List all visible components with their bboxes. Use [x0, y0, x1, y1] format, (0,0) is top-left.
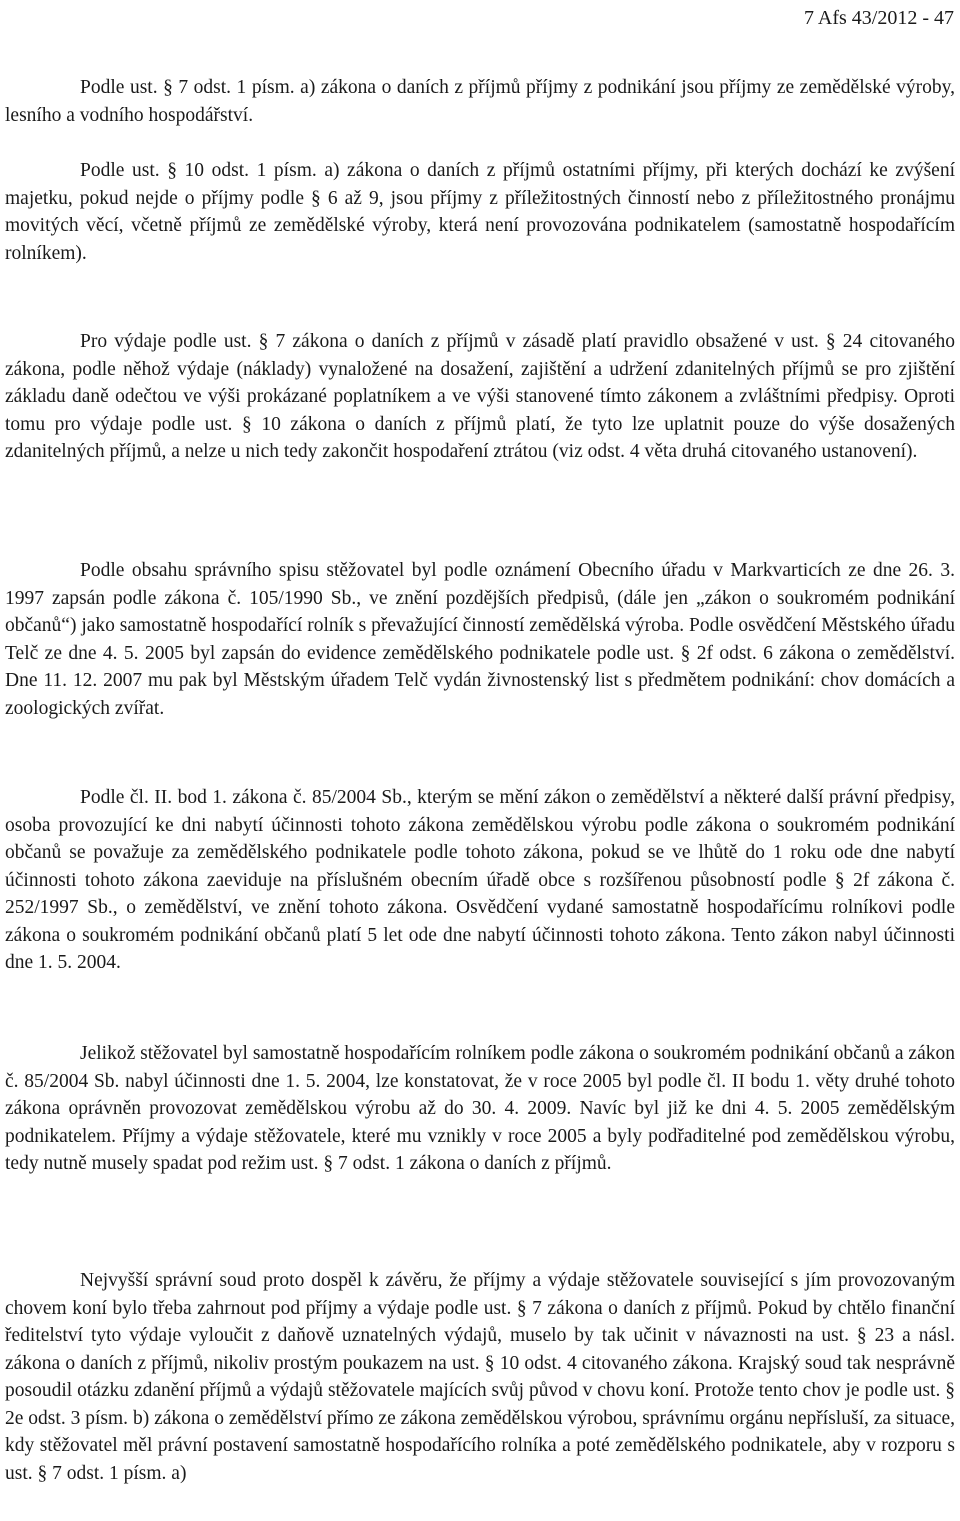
paragraph-2: Podle ust. § 10 odst. 1 písm. a) zákona o daních z příjmů ostatními příjmy, při kterých dochází ke zvýšení majetku, pokud nejde o příjmy podle § 6 až 9, jsou příjmy z příležitostných činností nebo z příležitostného pronájmu movitých věcí, včetně příjmů ze zemědělské výroby, která není provozována podnikatelem (samostatně hospodařícím rolníkem). — [5, 160, 955, 264]
paragraph-5: Podle čl. II. bod 1. zákona č. 85/2004 Sb., kterým se mění zákon o zemědělství a některé další právní předpisy, osoba provozující ke dni nabytí účinnosti tohoto zákona zemědělskou výrobu podle zákona o soukromém podnikání občanů se považuje za zemědělského podnikatele podle tohoto zákona, pokud se ve lhůtě do 1 roku ode dne nabytí účinnosti tohoto zákona zaeviduje na příslušném obecním úřadě obce s rozšířenou působností podle § 2f zákona č. 252/1997 Sb., o zemědělství, ve znění tohoto zákona. Osvědčení vydané samostatně hospodařícímu rolníkovi podle zákona o soukromém podnikání občanů platí 5 let ode dne nabytí účinnosti tohoto zákona. Tento zákon nabyl účinnosti dne 1. 5. 2004. — [5, 787, 955, 973]
paragraph-6: Jelikož stěžovatel byl samostatně hospodařícím rolníkem podle zákona o soukromém podnikání občanů a zákon č. 85/2004 Sb. nabyl účinnosti dne 1. 5. 2004, lze konstatovat, že v roce 2005 byl podle čl. II bodu 1. věty druhé tohoto zákona oprávněn provozovat zemědělskou výrobu až do 30. 4. 2009. Navíc byl již ke dni 4. 5. 2005 zemědělským podnikatelem. Příjmy a výdaje stěžovatele, které mu vznikly v roce 2005 a byly podřaditelné pod zemědělskou výrobu, tedy nutně musely spadat pod režim ust. § 7 odst. 1 zákona o daních z příjmů. — [5, 1043, 955, 1174]
paragraph-7: Nejvyšší správní soud proto dospěl k závěru, že příjmy a výdaje stěžovatele související s jím provozovaným chovem koní bylo třeba zahrnout pod příjmy a výdaje podle ust. § 7 zákona o daních z příjmů. Pokud by chtělo finanční ředitelství tyto výdaje vyloučit z daňově uznatelných výdajů, muselo by tak učinit v návaznosti na ust. § 23 a násl. zákona o daních z příjmů, nikoliv prostým poukazem na ust. § 10 odst. 4 citovaného zákona. Krajský soud tak nesprávně posoudil otázku zdanění příjmů a výdajů stěžovatele majících svůj původ v chovu koní. Protože tento chov je podle ust. § 2e odst. 3 písm. b) zákona o zemědělství přímo ze zákona zemědělskou výrobou, správnímu orgánu nepřísluší, za situace, kdy stěžovatel měl právní postavení samostatně hospodařícího rolníka a poté zemědělského podnikatele, aby v rozporu s ust. § 7 odst. 1 písm. a) — [5, 1270, 955, 1484]
case-number: 7 Afs 43/2012 - 47 — [804, 7, 954, 29]
paragraph-3: Pro výdaje podle ust. § 7 zákona o daních z příjmů v zásadě platí pravidlo obsažené v ust. § 24 citovaného zákona, podle něhož výdaje (náklady) vynaložené na dosažení, zajištění a udržení zdanitelných příjmů se pro zjištění základu daně odečtou ve výši prokázané poplatníkem a ve výši stanovené tímto zákonem a zvláštními předpisy. Oproti tomu pro výdaje podle ust. § 10 zákona o daních z příjmů platí, že tyto lze uplatnit pouze do výše dosažených zdanitelných příjmů, a nelze u nich tedy zakončit hospodaření ztrátou (viz odst. 4 věta druhá citovaného ustanovení). — [5, 331, 955, 462]
paragraph-1: Podle ust. § 7 odst. 1 písm. a) zákona o daních z příjmů příjmy z podnikání jsou příjmy ze zemědělské výroby, lesního a vodního hospodářství. — [5, 77, 955, 126]
paragraph-4: Podle obsahu správního spisu stěžovatel byl podle oznámení Obecního úřadu v Markvarticích ze dne 26. 3. 1997 zapsán podle zákona č. 105/1990 Sb., ve znění pozdějších předpisů, (dále jen „zákon o soukromém podnikání občanů“) jako samostatně hospodařící rolník s převažující činností zemědělská výroba. Podle osvědčení Městského úřadu Telč ze dne 4. 5. 2005 byl zapsán do evidence zemědělského podnikatele podle ust. § 2f odst. 6 zákona o zemědělství. Dne 11. 12. 2007 mu pak byl Městským úřadem Telč vydán živnostenský list s předmětem podnikání: chov domácích a zoologických zvířat. — [5, 560, 955, 719]
